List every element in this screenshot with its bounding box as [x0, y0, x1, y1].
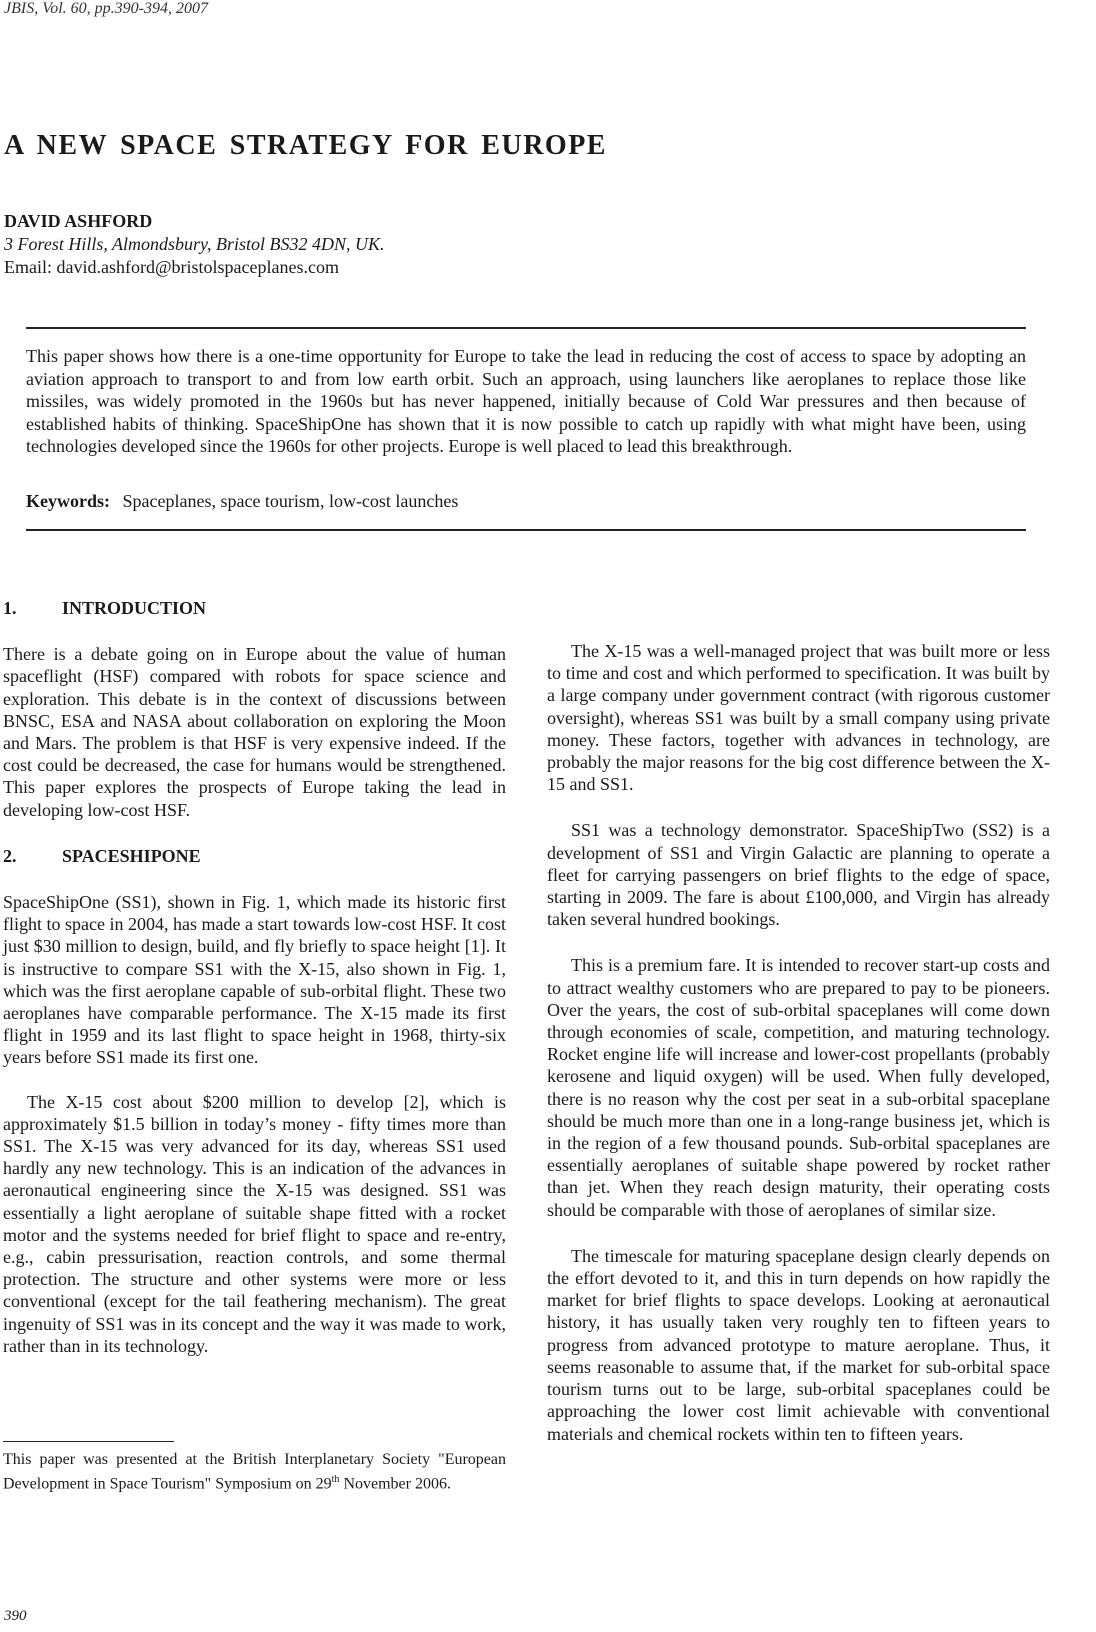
footnote-rule	[3, 1441, 174, 1442]
keywords-text: Spaceplanes, space tourism, low-cost launches	[122, 491, 459, 511]
left-column	[3, 597, 506, 1357]
footnote	[3, 1450, 506, 1493]
author-block	[4, 210, 385, 279]
abstract-top-rule	[26, 327, 1026, 329]
section-number: 2.	[3, 845, 17, 866]
paragraph: SS1 was a technology demonstrator. SpaceShipTwo (SS2) is a development of SS1 and Virgin Galactic are planning to operate a fleet for carrying passengers on brief flights to the edge of space, starting in 2009. The fare is about £100,000, and Virgin has already taken several hundred bookings.	[547, 820, 1050, 930]
right-column	[547, 640, 1050, 1445]
section-number: 1.	[3, 598, 17, 618]
section-title: SPACESHIPONE	[62, 845, 201, 866]
paragraph: This is a premium fare. It is intended to recover start-up costs and to attract wealthy customers who are prepared to pay to be pioneers. Over the years, the cost of sub-orbital spaceplanes will come down through economies of scale, competition, and maturing technology. Rocket engine life will increase and lower-cost propellants (probably kerosene and liquid oxygen) will be used. When fully developed, there is no reason why the cost per seat in a sub-orbital spaceplane should be much more than one in a long-range business jet, which is in the region of a few thousand pounds. Sub-orbital spaceplanes are essentially aeroplanes of suitable shape powered by rocket rather than jet. When they reach design maturity, their operating costs should be comparable with those of aeroplanes of similar size.	[547, 955, 1050, 1220]
author-email: Email: david.ashford@bristolspaceplanes.com	[4, 257, 339, 277]
page-number: 390	[4, 1608, 27, 1624]
paragraph: The timescale for maturing spaceplane design clearly depends on the effort devoted to it, and this in turn depends on how rapidly the market for brief flights to space develops. Looking at aeronautical history, it has usually taken very roughly ten to fifteen years to progress from advanced prototype to mature aeroplane. Thus, it seems reasonable to assume that, if the market for sub-orbital space tourism turns out to be large, sub-orbital spaceplanes could be approaching the lower cost limit achievable with conventional materials and chemical rockets within ten to fifteen years.	[547, 1245, 1050, 1444]
paragraph: The X-15 cost about $200 million to develop [2], which is approximately $1.5 billion in today’s money - fifty times more than SS1. The X-15 was very advanced for its day, whereas SS1 used hardly any new technology. This is an indication of the advances in aeronautical engineering since the X-15 was designed. SS1 was essentially a light aeroplane of suitable shape fitted with a rocket motor and the systems needed for brief flight to space and re-entry, e.g., cabin pressurisation, reaction controls, and some thermal protection. The structure and other systems were more or less conventional (except for the tail feathering mechanism). The great ingenuity of SS1 was in its concept and the way it was made to work, rather than in its technology.	[3, 1091, 506, 1356]
footnote-superscript: th	[331, 1473, 340, 1485]
abstract: This paper shows how there is a one-time opportunity for Europe to take the lead in reducing the cost of access to space by adopting an aviation approach to transport to and from low earth orbit. Such an approach, using launchers like aeroplanes to replace those like missiles, was widely promoted in the 1960s but has never happened, initially because of Cold War pressures and then because of established habits of thinking. SpaceShipOne has shown that it is now possible to catch up rapidly with what might have been, using technologies developed since the 1960s for other projects. Europe is well placed to lead this breakthrough.	[26, 346, 1026, 456]
journal-reference: JBIS, Vol. 60, pp.390-394, 2007	[4, 0, 208, 17]
section-heading	[3, 597, 506, 619]
paragraph: There is a debate going on in Europe about the value of human spaceflight (HSF) compared with robots for space science and exploration. This debate is in the context of discussions between BNSC, ESA and NASA about collaboration on exploring the Moon and Mars. The problem is that HSF is very expensive indeed. If the cost could be decreased, the case for humans would be strengthened. This paper explores the prospects of Europe taking the lead in developing low-cost HSF.	[3, 644, 506, 820]
footnote-text-end: November 2006.	[339, 1474, 451, 1492]
paragraph: SpaceShipOne (SS1), shown in Fig. 1, which made its historic first flight to space in 2004, has made a start towards low-cost HSF. It cost just $30 million to design, build, and fly briefly to space height [1]. It is instructive to compare SS1 with the X-15, also shown in Fig. 1, which was the first aeroplane capable of sub-orbital flight. These two aeroplanes have comparable performance. The X-15 made its first flight in 1959 and its last flight to space height in 1968, thirty-six years before SS1 made its first one.	[3, 892, 506, 1068]
abstract-bottom-rule	[26, 529, 1026, 531]
section-heading	[3, 845, 506, 867]
footnote-text: This paper was presented at the British Interplanetary Society "European Development in Space Tourism" Symposium on 29	[3, 1451, 506, 1492]
paragraph: The X-15 was a well-managed project that was built more or less to time and cost and which performed to specification. It was built by a large company under government contract (with rigorous customer oversight), whereas SS1 was built by a small company using private money. These factors, together with advances in technology, are probably the major reasons for the big cost difference between the X-15 and SS1.	[547, 641, 1050, 795]
section-title: INTRODUCTION	[62, 598, 207, 618]
keywords-label: Keywords:	[26, 491, 110, 511]
author-name: DAVID ASHFORD	[4, 211, 153, 231]
paper-title: A NEW SPACE STRATEGY FOR EUROPE	[4, 130, 607, 161]
keywords	[26, 491, 458, 512]
author-address: 3 Forest Hills, Almondsbury, Bristol BS32 4DN, UK.	[4, 234, 385, 254]
